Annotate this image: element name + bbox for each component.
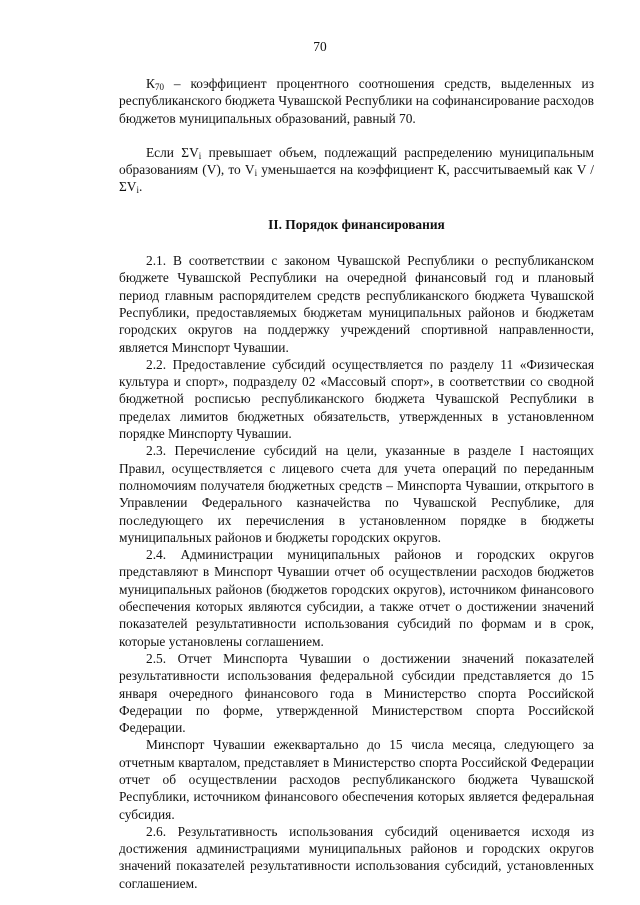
paragraph-2-5-quarterly: Минспорт Чувашии ежеквартально до 15 числа месяца, следующего за отчетным кварталом, представляет в Министерство спорта Российской Федерации отчет об осуществлении расходов республиканского бюджета Чувашской Республики, источником финансового обеспечения которых является федеральная субсидия. [119, 737, 594, 822]
sum-subscript-2: i [254, 168, 258, 179]
paragraph-2-6: 2.6. Результативность использования субсидий оценивается исходя из достижения администрациями муниципальных районов и городских округов значений показателей результативности использования субсидий, установленных соглашением. [119, 823, 594, 891]
sum-text-2: превышает объем, подлежащий распределению муниципальным образованиям (V), то V [119, 144, 594, 178]
section-heading: II. Порядок финансирования [268, 216, 445, 232]
sum-subscript-1: i [198, 150, 202, 161]
sum-text-3: уменьшается на коэффициент К, рассчитываемый как V / ΣV [119, 162, 595, 195]
document-body [119, 75, 594, 892]
paragraph-2-4: 2.4. Администрации муниципальных районов и городских округов представляют в Минспорт Чувашии отчет об осуществлении расходов бюджетов муниципальных районов (бюджетов городских округов), источником финансового обеспечения которых являются субсидии, а также отчет о достижении значений показателей результативности использования субсидий по формам и в срок, которые установлены соглашением. [119, 547, 594, 649]
sum-subscript-3: i [136, 185, 139, 196]
paragraph-2-3: 2.3. Перечисление субсидий на цели, указанные в разделе I настоящих Правил, осуществляется с лицевого счета для учета операций по переданным полномочиям получателя бюджетных средств – Минспорта Чувашии, открытого в Управлении Федерального казначейства по Чувашской Республике, для последующего их перечисления в установленном порядке в бюджеты муниципальных районов и бюджеты городских округов. [119, 443, 594, 545]
sum-condition-paragraph [119, 144, 594, 196]
k70-subscript: 70 [154, 82, 164, 92]
page-number: 70 [313, 39, 327, 54]
k70-symbol: К [146, 76, 155, 91]
k70-definition-text: – коэффициент процентного соотношения средств, выделенных из республиканского бюджета Чувашской Республики на софинансирование расходов бюджетов муниципальных образований, равный 70. [119, 76, 594, 126]
paragraph-2-2: 2.2. Предоставление субсидий осуществляется по разделу 11 «Физическая культура и спорт», подразделу 02 «Массовый спорт», в соответствии со сводной бюджетной росписью республиканского бюджета Чувашской Республики в пределах лимитов бюджетных обязательств, утвержденных в установленном порядке Минспорту Чувашии. [119, 356, 594, 442]
paragraph-2-1: 2.1. В соответствии с законом Чувашской Республики о республиканском бюджете Чувашской Республики на очередной финансовый год и плановый период главным распорядителем средств республиканского бюджета Чувашской Республики, предоставляемых бюджетам муниципальных районов и бюджетам городских округов на поддержку учреждений спортивной направленности, является Минспорт Чувашии. [119, 253, 594, 355]
k70-definition-paragraph [119, 75, 594, 127]
paragraph-2-5: 2.5. Отчет Минспорта Чувашии о достижении значений показателей результативности использования федеральной субсидии представляется до 15 января очередного финансового года в Министерство спорта Российской Федерации по форме, утвержденной Министерством спорта Российской Федерации. [119, 650, 594, 736]
sum-text-1: Если ΣV [146, 144, 199, 160]
sum-text-4: . [138, 179, 143, 195]
